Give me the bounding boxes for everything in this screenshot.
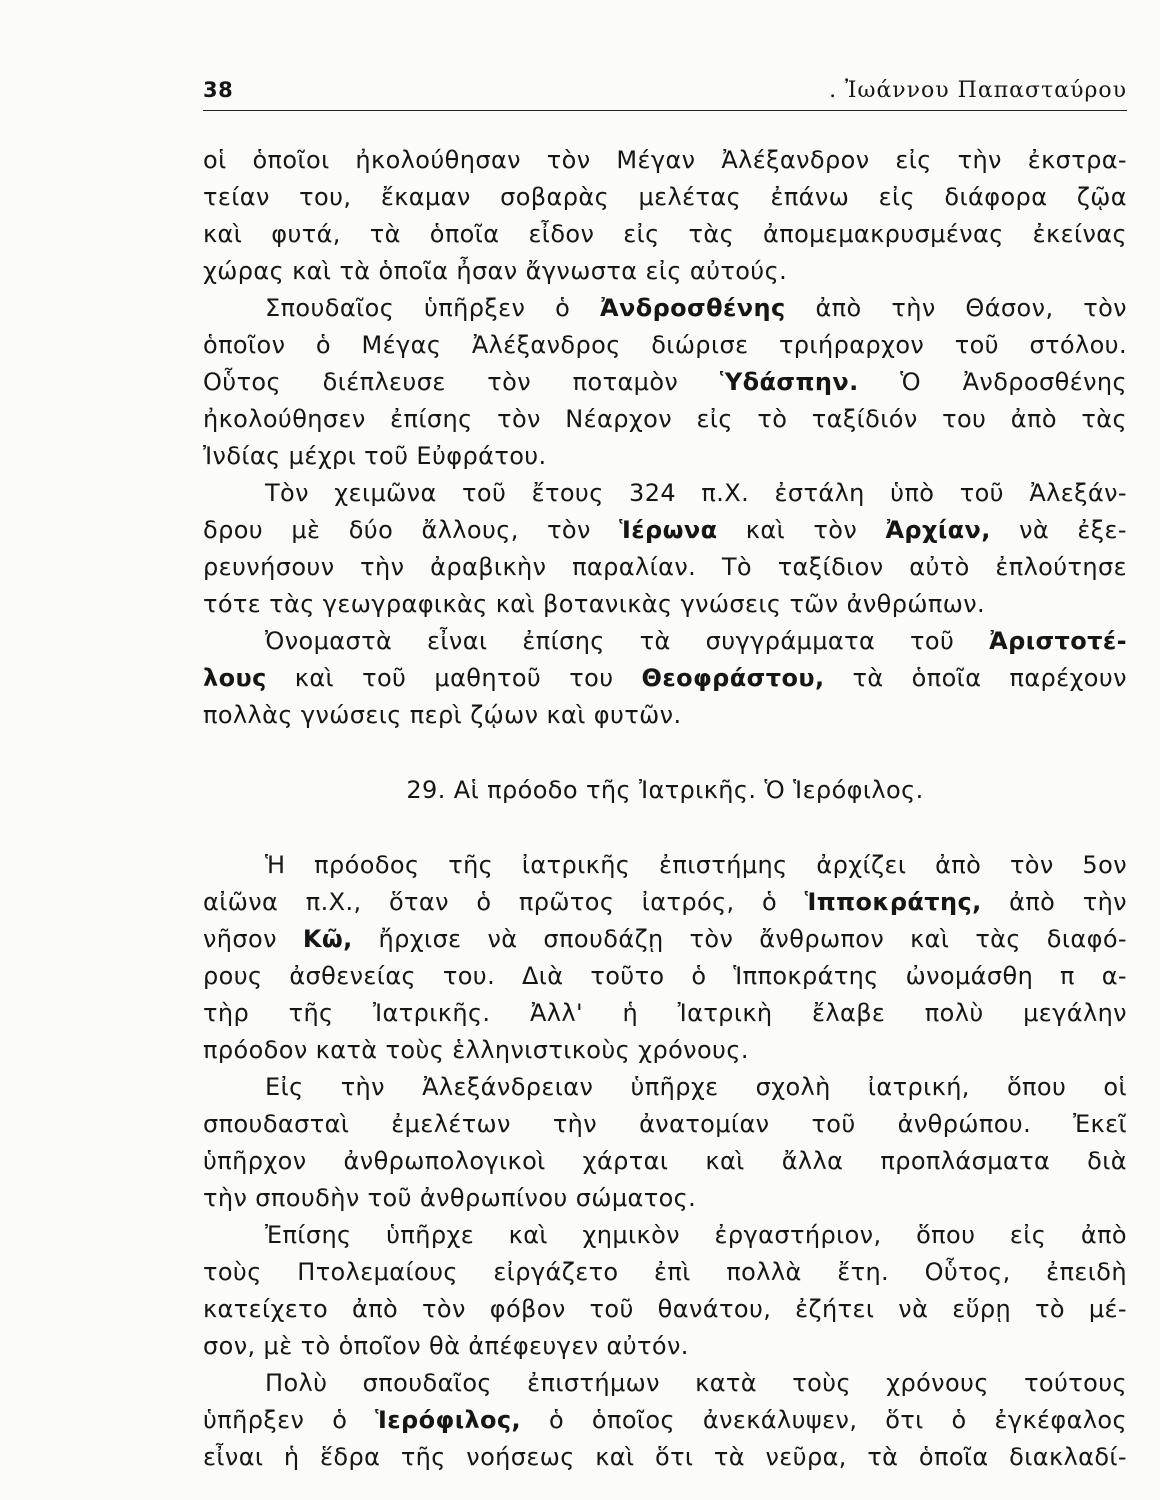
text-line: σον, μὲ τὸ ὁποῖον θὰ ἀπέφευγεν αὐτόν. xyxy=(203,1332,689,1360)
text-line: οἱ ὁποῖοι ἠκολούθησαν τὸν Μέγαν Ἀλέξανδρον εἰς τὴν ἐκστρα- xyxy=(203,146,1127,174)
text-line: σπουδασταὶ ἐμελέτων τὴν ἀνατομίαν τοῦ ἀνθρώπου. Ἐκεῖ xyxy=(203,1110,1127,1138)
text-line: τότε τὰς γεωγραφικὰς καὶ βοτανικὰς γνώσεις τῶν ἀνθρώπων. xyxy=(203,590,986,618)
text-line xyxy=(203,660,1127,697)
text-run: Οὗτος διέπλευσε τὸν ποταμὸν xyxy=(203,368,720,396)
paragraph-1 xyxy=(203,142,1127,290)
text-line: τὴρ τῆς Ἰατρικῆς. Ἀλλ' ἡ Ἰατρικὴ ἔλαβε πολὺ μεγάλην xyxy=(203,999,1127,1027)
paragraph-3 xyxy=(203,475,1127,623)
text-line xyxy=(203,512,1127,549)
text-line: ὑπῆρχον ἀνθρωπολογικοὶ χάρται καὶ ἄλλα προπλάσματα διὰ xyxy=(203,1147,1127,1175)
text-line: τοὺς Πτολεμαίους εἰργάζετο ἐπὶ πολλὰ ἔτη. Οὗτος, ἐπειδὴ xyxy=(203,1258,1127,1286)
text-line xyxy=(203,921,1127,958)
text-line: Ἐπίσης ὑπῆρχε καὶ χημικὸν ἐργαστήριον, ὅπου εἰς ἀπὸ xyxy=(265,1221,1127,1249)
text-run: ὑπῆρξεν ὁ xyxy=(203,1406,376,1434)
text-run: αἰῶνα π.Χ., ὅταν ὁ πρῶτος ἰατρός, ὁ xyxy=(203,888,805,916)
text-line: πολλὰς γνώσεις περὶ ζῴων καὶ φυτῶν. xyxy=(203,701,682,729)
text-run: καὶ τοῦ μαθητοῦ του xyxy=(266,664,642,692)
text-line xyxy=(203,1402,1127,1439)
section-heading: 29. Αἱ πρόοδο τῆς Ἰατρικῆς. Ὁ Ἱερόφιλος. xyxy=(406,776,924,804)
text-line: εἶναι ἡ ἕδρα τῆς νοήσεως καὶ ὅτι τὰ νεῦρα, τὰ ὁποῖα διακλαδί- xyxy=(203,1443,1127,1471)
bold-name-herophilus: Ἱερόφιλος, xyxy=(375,1406,522,1434)
text-run: Ὁ Ἀνδροσθένης xyxy=(858,368,1127,396)
bold-name-aristotle: Ἀριστοτέ- xyxy=(989,627,1127,655)
page-body xyxy=(203,142,1127,1476)
page-number: 38 xyxy=(203,78,234,102)
text-line: χώρας καὶ τὰ ὁποῖα ἦσαν ἄγνωστα εἰς αὐτούς. xyxy=(203,257,788,285)
header-rule xyxy=(203,110,1127,111)
paragraph-6 xyxy=(203,1069,1127,1217)
text-line xyxy=(203,623,1127,660)
text-line xyxy=(203,884,1127,921)
bold-name-hippocrates: Ἱπποκράτης, xyxy=(804,888,982,916)
text-line: ἠκολούθησεν ἐπίσης τὸν Νέαρχον εἰς τὸ ταξίδιόν του ἀπὸ τὰς xyxy=(203,405,1127,433)
text-run: νὰ ἐξε- xyxy=(990,516,1127,544)
text-run: ἀπὸ τὴν Θάσον, τὸν xyxy=(785,294,1127,322)
text-line: καὶ φυτά, τὰ ὁποῖα εἶδον εἰς τὰς ἀπομεμακρυσμένας ἐκείνας xyxy=(203,220,1127,248)
text-line xyxy=(203,364,1127,401)
text-line: Τὸν χειμῶνα τοῦ ἔτους 324 π.Χ. ἐστάλη ὑπὸ τοῦ Ἀλεξάν- xyxy=(265,479,1127,507)
bold-name-hydaspes: Ὑδάσπην. xyxy=(719,368,859,396)
text-line: ρους ἀσθενείας του. Διὰ τοῦτο ὁ Ἱπποκράτης ὠνομάσθη π α- xyxy=(203,962,1127,990)
bold-name-hieron: Ἱέρωνα xyxy=(619,516,718,544)
text-run: ἀπὸ τὴν xyxy=(981,888,1127,916)
text-run: Σπουδαῖος ὑπῆρξεν ὁ xyxy=(265,294,600,322)
text-line: ὁποῖον ὁ Μέγας Ἀλέξανδρος διώρισε τριήραρχον τοῦ στόλου. xyxy=(203,331,1127,359)
bold-name-androsthenes: Ἀνδροσθένης xyxy=(599,294,786,322)
bold-name-kos: Κῶ, xyxy=(302,925,353,953)
text-run: Ὀνομαστὰ εἶναι ἐπίσης τὰ συγγράμματα τοῦ xyxy=(265,627,990,655)
bold-name-aristotle-end: λους xyxy=(203,664,267,692)
text-line: Ἡ πρόοδος τῆς ἰατρικῆς ἐπιστήμης ἀρχίζει ἀπὸ τὸν 5ον xyxy=(265,851,1127,879)
text-run: τὰ ὁποῖα παρέχουν xyxy=(824,664,1127,692)
text-line: Εἰς τὴν Ἀλεξάνδρειαν ὑπῆρχε σχολὴ ἰατρική, ὅπου οἱ xyxy=(265,1073,1127,1101)
text-line: κατείχετο ἀπὸ τὸν φόβον τοῦ θανάτου, ἐζήτει νὰ εὕρῃ τὸ μέ- xyxy=(203,1295,1127,1323)
paragraph-4 xyxy=(203,623,1127,734)
text-run: ἤρχισε νὰ σπουδάζῃ τὸν ἄνθρωπον καὶ τὰς διαφό- xyxy=(352,925,1127,953)
bold-name-archias: Ἀρχίαν, xyxy=(885,516,991,544)
text-run: νῆσον xyxy=(203,925,303,953)
text-line: Πολὺ σπουδαῖος ἐπιστήμων κατὰ τοὺς χρόνους τούτους xyxy=(265,1369,1127,1397)
text-line: ρευνήσουν τὴν ἀραβικὴν παραλίαν. Τὸ ταξίδιον αὐτὸ ἐπλούτησε xyxy=(203,553,1127,581)
paragraph-2 xyxy=(203,290,1127,475)
text-run: δρου μὲ δύο ἄλλους, τὸν xyxy=(203,516,620,544)
running-head: . Ἰωάννου Παπασταύρου xyxy=(829,78,1127,103)
text-line xyxy=(203,290,1127,327)
text-line: πρόοδον κατὰ τοὺς ἑλληνιστικοὺς χρόνους. xyxy=(203,1036,749,1064)
text-run: καὶ τὸν xyxy=(717,516,886,544)
text-line: τὴν σπουδὴν τοῦ ἀνθρωπίνου σώματος. xyxy=(203,1184,697,1212)
paragraph-8 xyxy=(203,1365,1127,1476)
paragraph-7 xyxy=(203,1217,1127,1365)
bold-name-theophrastus: Θεοφράστου, xyxy=(641,664,825,692)
text-run: ὁ ὁποῖος ἀνεκάλυψεν, ὅτι ὁ ἐγκέφαλος xyxy=(521,1406,1127,1434)
text-line: Ἰνδίας μέχρι τοῦ Εὐφράτου. xyxy=(203,442,547,470)
paragraph-5 xyxy=(203,847,1127,1069)
page-header xyxy=(203,72,1127,112)
text-line: τείαν του, ἔκαμαν σοβαρὰς μελέτας ἐπάνω εἰς διάφορα ζῷα xyxy=(203,183,1127,211)
